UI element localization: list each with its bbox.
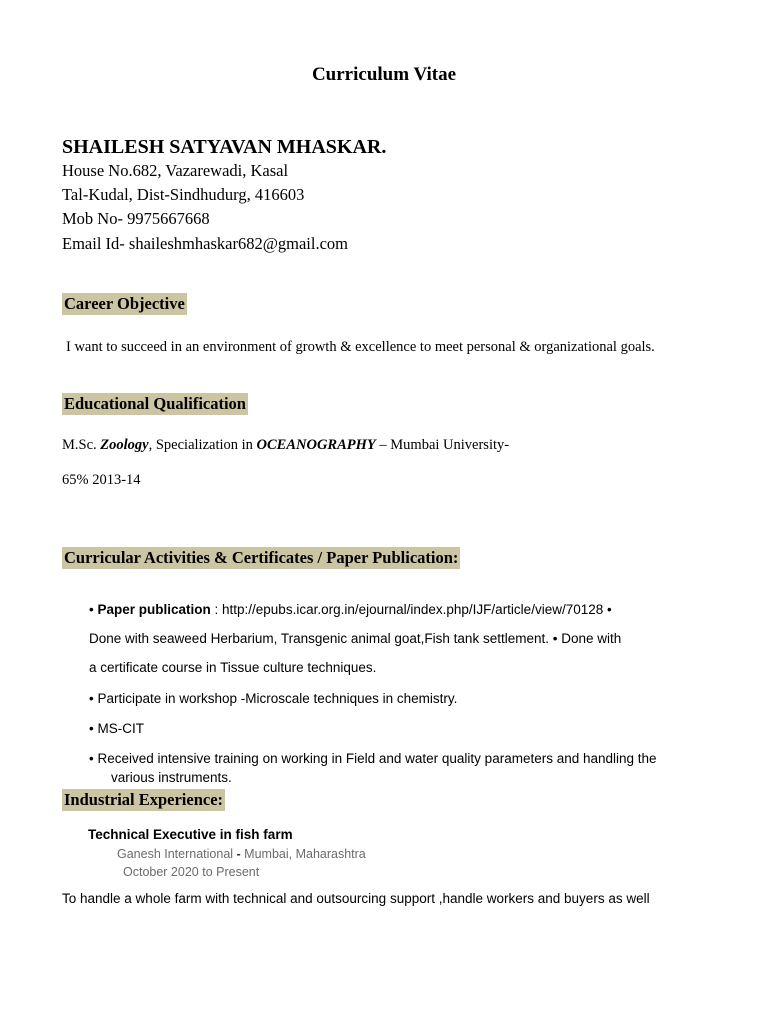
experience-company-line bbox=[117, 847, 366, 861]
activity-paper-publication bbox=[89, 602, 612, 617]
education-degree bbox=[62, 437, 509, 454]
email-address: Email Id- shaileshmhaskar682@gmail.com bbox=[62, 234, 349, 253]
activity-line-herbarium: Done with seaweed Herbarium, Transgenic animal goat,Fish tank settlement. • Done with bbox=[89, 631, 622, 646]
degree-prefix: M.Sc. bbox=[62, 437, 101, 453]
education-heading: Educational Qualification bbox=[64, 394, 246, 413]
university: – Mumbai University- bbox=[375, 437, 510, 453]
experience-heading: Industrial Experience: bbox=[64, 790, 224, 809]
activity-training: • Received intensive training on working in Field and water quality parameters and handling the bbox=[89, 751, 657, 766]
address-line-district: Tal-Kudal, Dist-Sindhudurg, 416603 bbox=[62, 185, 305, 204]
document-title: Curriculum Vitae bbox=[311, 64, 457, 85]
activity-line-tissue-culture: a certificate course in Tissue culture techniques. bbox=[89, 660, 377, 675]
experience-description: To handle a whole farm with technical and outsourcing support ,handle workers and buyers as well bbox=[62, 891, 650, 906]
activity-workshop: • Participate in workshop -Microscale techniques in chemistry. bbox=[89, 691, 458, 706]
degree-subject: Zoology bbox=[100, 437, 149, 453]
education-score-year: 65% 2013-14 bbox=[62, 472, 141, 488]
activity-training-continued: various instruments. bbox=[111, 770, 232, 785]
experience-period: October 2020 to Present bbox=[123, 865, 260, 879]
bullet-mark: • bbox=[89, 602, 98, 617]
career-objective-heading: Career Objective bbox=[64, 294, 185, 313]
paper-publication-link: : http://epubs.icar.org.in/ejournal/index.php/IJF/article/view/70128 • bbox=[210, 602, 612, 617]
address-line-house: House No.682, Vazarewadi, Kasal bbox=[62, 161, 289, 180]
company-location: Mumbai, Maharashtra bbox=[244, 847, 366, 861]
mobile-number: Mob No- 9975667668 bbox=[62, 209, 210, 228]
specialization: OCEANOGRAPHY bbox=[256, 437, 376, 453]
paper-publication-label: Paper publication bbox=[97, 602, 211, 617]
activities-heading: Curricular Activities & Certificates / Paper Publication: bbox=[64, 548, 459, 567]
specialization-prefix: , Specialization in bbox=[148, 437, 257, 453]
company-separator: - bbox=[233, 847, 245, 861]
experience-role: Technical Executive in fish farm bbox=[88, 827, 293, 842]
career-objective-text: I want to succeed in an environment of growth & excellence to meet personal & organizational goals. bbox=[66, 339, 655, 355]
activity-ms-cit: • MS-CIT bbox=[89, 721, 144, 736]
company-name: Ganesh International bbox=[117, 847, 234, 861]
candidate-name: SHAILESH SATYAVAN MHASKAR. bbox=[62, 136, 387, 158]
